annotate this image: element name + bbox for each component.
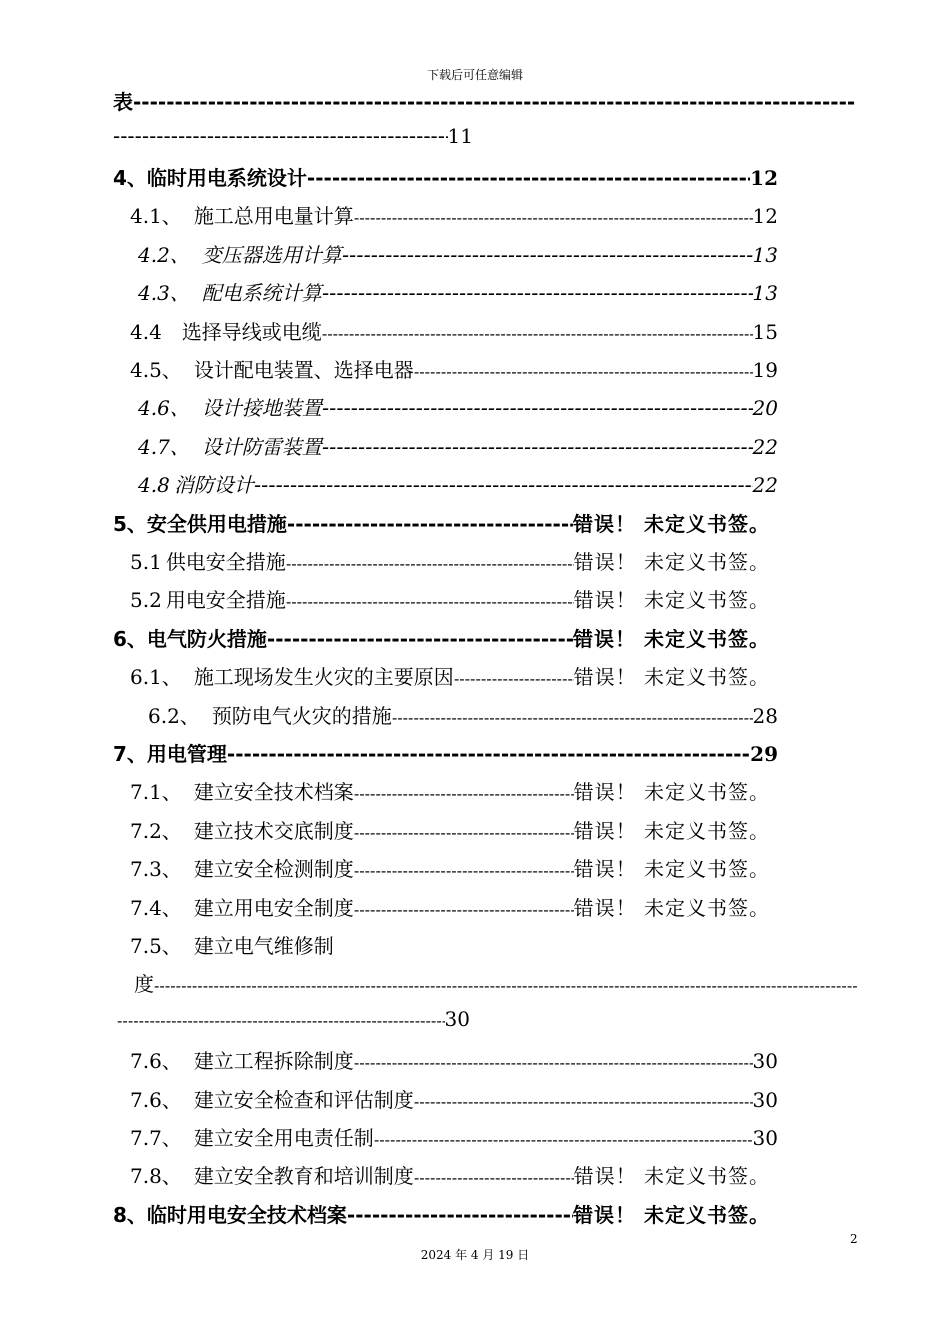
- toc-page-number: 13: [752, 281, 778, 306]
- toc-entry-title: 建立用电安全制度: [193, 895, 354, 920]
- toc-entry-title: 建立安全技术档案: [193, 780, 354, 805]
- toc-page-number: 20: [752, 396, 778, 421]
- toc-leader: [354, 824, 574, 842]
- toc-entry[interactable]: [130, 1160, 770, 1188]
- toc-entry-title: 建立安全教育和培训制度: [193, 1164, 414, 1189]
- toc-entry[interactable]: [138, 392, 778, 420]
- toc-entry[interactable]: [130, 776, 770, 804]
- toc-entry-title: 设计接地装置: [201, 396, 322, 421]
- page-header: 下载后可任意编辑: [426, 68, 523, 82]
- toc-entry[interactable]: [130, 1045, 778, 1073]
- toc-leader: [354, 901, 574, 919]
- toc-leader: [354, 785, 574, 803]
- toc-entry-number: 4.1、: [130, 204, 182, 229]
- toc-entry-title: 用电安全措施: [165, 588, 286, 613]
- toc-entry[interactable]: [130, 968, 858, 996]
- toc-entry[interactable]: [130, 1122, 778, 1150]
- toc-entry[interactable]: [130, 661, 770, 689]
- toc-page-number: 错误！ 未定义书签。: [573, 895, 770, 920]
- toc-leader: [414, 1093, 753, 1111]
- toc-entry[interactable]: [148, 700, 778, 728]
- toc-page-number: 错误！ 未定义书签。: [573, 1164, 770, 1189]
- toc-leader: [117, 1012, 445, 1030]
- toc-entry-number: 4.8: [138, 473, 170, 498]
- toc-page-number: 22: [752, 473, 778, 498]
- toc-leader: [354, 1054, 753, 1072]
- toc-entry[interactable]: [130, 354, 778, 382]
- toc-entry-title: 度: [134, 972, 154, 997]
- toc-leader: [322, 325, 753, 343]
- toc-entry-number: 7.7、: [130, 1126, 182, 1150]
- toc-leader: [322, 396, 753, 420]
- toc-page-number: 错误！ 未定义书签。: [573, 626, 770, 651]
- page-number: 2: [850, 1232, 858, 1246]
- toc-entry-number: 7.6、: [130, 1049, 182, 1074]
- toc-page-number: 29: [750, 742, 778, 766]
- toc-page-number: 30: [752, 1049, 778, 1074]
- toc-leader: [374, 1131, 753, 1149]
- toc-entry[interactable]: [130, 815, 770, 843]
- toc-entry-number: 7.2、: [130, 818, 182, 843]
- toc-entry-title: 建立技术交底制度: [193, 818, 354, 843]
- toc-leader: [414, 1169, 574, 1187]
- toc-entry-number: 5、: [113, 511, 147, 536]
- toc-entry-title: 变压器选用计算: [201, 242, 342, 267]
- toc-entry-number: 4.7、: [138, 434, 190, 459]
- toc-continued-line-2: [113, 124, 473, 152]
- toc-entry-title: 建立电气维修制: [193, 934, 334, 958]
- toc-entry-title: 用电管理: [146, 742, 227, 766]
- toc-entry[interactable]: [113, 508, 770, 536]
- toc-entry[interactable]: [113, 738, 778, 766]
- toc-leader: [454, 670, 574, 688]
- toc-entry-number: 5.2: [130, 588, 162, 613]
- toc-entry-number: 4.6、: [138, 396, 190, 421]
- toc-entry-title: 施工总用电量计算: [193, 204, 354, 229]
- toc-entry-number: 7、: [113, 742, 147, 766]
- toc-page-number: 11: [447, 124, 473, 148]
- toc-page-number: 错误！ 未定义书签。: [573, 665, 770, 690]
- toc-page-number: 30: [752, 1087, 778, 1112]
- toc-leader: [286, 593, 574, 611]
- toc-entry[interactable]: [130, 853, 770, 881]
- toc-entry-number: 7.6、: [130, 1087, 182, 1112]
- toc-page-number: 错误！ 未定义书签。: [573, 1202, 770, 1227]
- toc-entry[interactable]: [130, 1084, 778, 1112]
- toc-page-number: 15: [752, 319, 778, 344]
- toc-page-number: 12: [750, 166, 778, 190]
- toc-leader: [227, 742, 750, 766]
- toc-page-number: 22: [752, 434, 778, 459]
- toc-leader: [154, 977, 858, 995]
- toc-continued-line-1: [113, 86, 855, 114]
- toc-entry[interactable]: [138, 277, 778, 305]
- toc-entry[interactable]: [113, 1199, 770, 1227]
- toc-entry[interactable]: [130, 892, 770, 920]
- toc-leader: [354, 209, 753, 227]
- toc-entry-number: 7.1、: [130, 780, 182, 805]
- toc-entry-number: 4.5、: [130, 358, 182, 382]
- toc-page-number: 错误！ 未定义书签。: [573, 511, 770, 536]
- toc-entry-title: 建立安全检测制度: [193, 857, 354, 882]
- toc-page-number: 错误！ 未定义书签。: [573, 588, 770, 613]
- toc-entry-title: 预防电气火灾的措施: [211, 703, 392, 728]
- toc-entry[interactable]: [130, 930, 380, 958]
- page-footer-date: 2024 年 4 月 19 日: [420, 1248, 530, 1262]
- toc-entry-title: 建立安全用电责任制: [193, 1126, 374, 1150]
- toc-entry[interactable]: [138, 431, 778, 459]
- toc-leader: [414, 363, 753, 381]
- toc-entry-title: 电气防火措施: [146, 626, 267, 651]
- toc-leader: [133, 90, 855, 114]
- toc-leader: [113, 124, 448, 148]
- toc-leader: [322, 281, 753, 305]
- toc-page-number: 错误！ 未定义书签。: [573, 550, 770, 574]
- toc-entry-number: 8、: [113, 1202, 147, 1227]
- toc-entry[interactable]: [130, 546, 770, 574]
- toc-entry-title: 供电安全措施: [165, 550, 286, 574]
- toc-leader: [342, 243, 753, 267]
- toc-leader: [267, 627, 573, 651]
- toc-page-number: 30: [752, 1126, 778, 1150]
- toc-page-number: 错误！ 未定义书签。: [573, 818, 770, 843]
- toc-entry[interactable]: [138, 469, 778, 497]
- toc-entry-number: 7.4、: [130, 895, 182, 920]
- toc-leader: [307, 166, 750, 190]
- toc-entry-number: 4.2、: [138, 242, 190, 267]
- toc-entry-number: 4.4: [130, 319, 162, 344]
- toc-page-number: 错误！ 未定义书签。: [573, 780, 770, 805]
- toc-leader: [392, 709, 753, 727]
- toc-leader: [347, 1203, 573, 1227]
- toc-entry-title: 设计防雷装置: [201, 434, 322, 459]
- toc-entry[interactable]: [138, 239, 778, 267]
- toc-page-number: 19: [752, 358, 778, 382]
- toc-entry-title: 消防设计: [173, 473, 254, 498]
- toc-entry-title: 建立工程拆除制度: [193, 1049, 354, 1074]
- toc-leader: [354, 862, 574, 880]
- toc-page-number: 30: [444, 1006, 470, 1031]
- toc-entry-number: 7.3、: [130, 857, 182, 882]
- toc-entry-title: 配电系统计算: [201, 281, 322, 306]
- toc-entry-title: 设计配电装置、选择电器: [193, 358, 414, 382]
- toc-entry[interactable]: [130, 584, 770, 612]
- toc-entry-title: 临时用电安全技术档案: [146, 1202, 347, 1227]
- toc-entry-title: 选择导线或电缆: [181, 319, 322, 344]
- toc-leader: [286, 555, 574, 573]
- toc-leader: [254, 473, 753, 497]
- toc-entry-number: 7.8、: [130, 1164, 182, 1189]
- toc-page-number: 28: [752, 703, 778, 728]
- toc-entry-number: 4.3、: [138, 281, 190, 306]
- toc-entry-number: 6.2、: [148, 703, 200, 728]
- toc-entry-number: 6.1、: [130, 665, 182, 690]
- toc-page-number: 错误！ 未定义书签。: [573, 857, 770, 882]
- toc-leader: [322, 435, 753, 459]
- toc-page-number: 12: [752, 204, 778, 229]
- toc-entry-title: 临时用电系统设计: [146, 166, 307, 190]
- toc-leader: [287, 512, 573, 536]
- toc-entry-number: 5.1: [130, 550, 162, 574]
- toc-entry-number: 4、: [113, 166, 147, 190]
- toc-entry-number: 7.5、: [130, 934, 182, 958]
- toc-entry[interactable]: [130, 316, 778, 344]
- toc-entry[interactable]: [113, 162, 778, 190]
- toc-page-number: 13: [752, 242, 778, 267]
- toc-entry[interactable]: [113, 623, 770, 651]
- toc-continued-lead: 表: [113, 90, 133, 114]
- toc-entry[interactable]: [130, 200, 778, 228]
- toc-entry-number: 6、: [113, 626, 147, 651]
- toc-entry-title: 施工现场发生火灾的主要原因: [193, 665, 454, 690]
- toc-entry-title: 建立安全检查和评估制度: [193, 1087, 414, 1112]
- toc-entry[interactable]: [113, 1007, 470, 1035]
- toc-entry-title: 安全供用电措施: [146, 511, 287, 536]
